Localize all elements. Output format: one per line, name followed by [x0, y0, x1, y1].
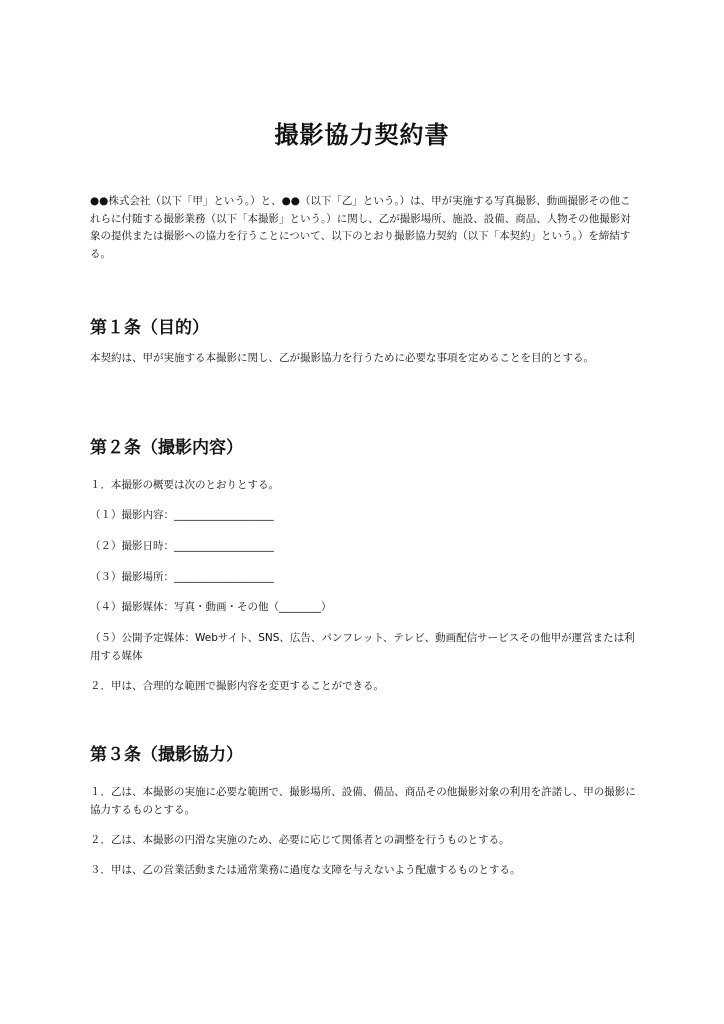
article-2-paragraph-2: ２．甲は、合理的な範囲で撮影内容を変更することができる。: [90, 680, 384, 692]
article-3-paragraph-2: ２．乙は、本撮影の円滑な実施のため、必要に応じて関係者との調整を行うものとする。: [90, 834, 510, 846]
article-2-heading: 第２条（撮影内容）: [90, 438, 243, 458]
article-3-paragraph-1: １．乙は、本撮影の実施に必要な範囲で、撮影場所、設備、備品、商品その他撮影対象の利用を許諾し、甲の撮影に協力するものとする。: [90, 786, 636, 816]
article-3-paragraph-3: ３．甲は、乙の営業活動または通常業務に過度な支障を与えないよう配慮するものとする。: [90, 864, 521, 876]
article-3-heading: 第３条（撮影協力）: [90, 745, 243, 765]
article-1-heading: 第１条（目的）: [90, 318, 209, 338]
article-2-item-2: （２）撮影日時：___________________: [90, 540, 274, 552]
article-2-item-1: （１）撮影内容：___________________: [90, 509, 274, 521]
article-2-item-4: （４）撮影媒体：写真・動画・その他（________）: [90, 601, 332, 613]
preamble-paragraph: ●●株式会社（以下「甲」という。）と、●●（以下「乙」という。）は、甲が実施する写真撮影、動画撮影その他これらに付随する撮影業務（以下「本撮影」という。）に関し、乙が撮影場所、施設、設備、商品、人物その他撮影対象の提供または撮影への協力を行うことについて、以下のとおり撮影協力契約（以下「本契約」という。）を締結する。: [90, 195, 631, 260]
article-2-item-3: （３）撮影場所：___________________: [90, 571, 274, 583]
document-title: 撮影協力契約書: [274, 121, 450, 149]
article-2-paragraph-1: １．本撮影の概要は次のとおりとする。: [90, 479, 279, 491]
article-1-paragraph-1: 本契約は、甲が実施する本撮影に関し、乙が撮影協力を行うために必要な事項を定めることを目的とする。: [90, 352, 594, 364]
article-2-item-5: （５）公開予定媒体：Webサイト、SNS、広告、パンフレット、テレビ、動画配信サービスその他甲が運営または利用する媒体: [90, 632, 635, 662]
